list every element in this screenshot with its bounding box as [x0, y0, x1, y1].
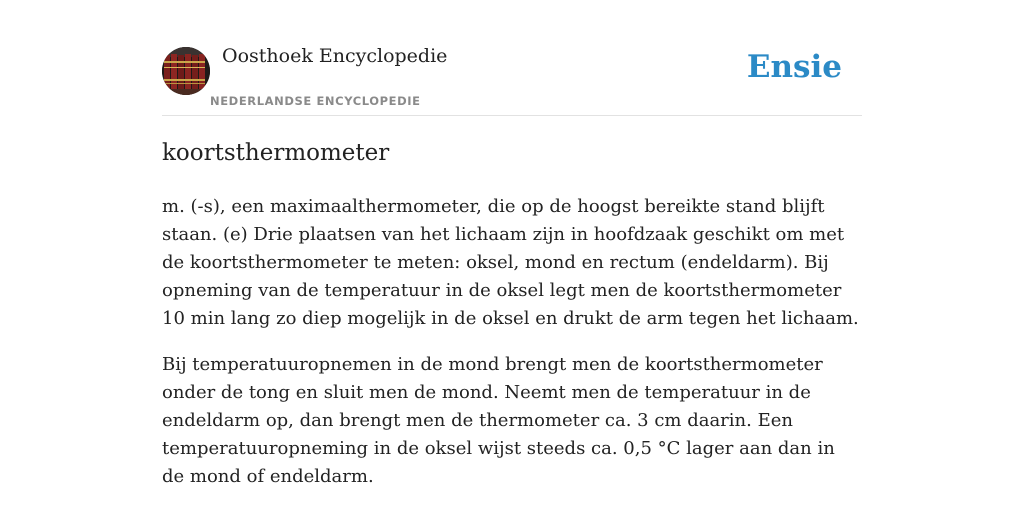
brand-logo[interactable]: Ensie [746, 49, 842, 85]
header [162, 0, 862, 116]
entry-title: koortsthermometer [162, 140, 390, 166]
source-subtitle: NEDERLANDSE ENCYCLOPEDIE [210, 94, 421, 108]
books-image [162, 47, 210, 95]
entry-paragraph: Bij temperatuuropnemen in de mond brengt men de koortsthermometer onder de tong en sluit men de mond. Neemt men de temperatuur in de endeldarm op, dan brengt men de thermometer ca. 3 cm daarin. Een temperatuuropneming in de oksel wijst steeds ca. 0,5 °C lager aan dan in de mond of endeldarm. [162, 354, 835, 487]
source-title[interactable]: Oosthoek Encyclopedie [222, 45, 448, 67]
page [162, 0, 862, 512]
entry-paragraph: m. (-s), een maximaalthermometer, die op de hoogst bereikte stand blijft staan. (e) Drie plaatsen van het lichaam zijn in hoofdzaak geschikt om met de koortsthermometer te meten: oksel, mond en rectum (endeldarm). Bij opneming van de temperatuur in de oksel legt men de koortsthermometer 10 min lang zo diep mogelijk in de oksel en drukt de arm tegen het lichaam. [162, 196, 859, 329]
source-avatar[interactable] [162, 47, 210, 95]
